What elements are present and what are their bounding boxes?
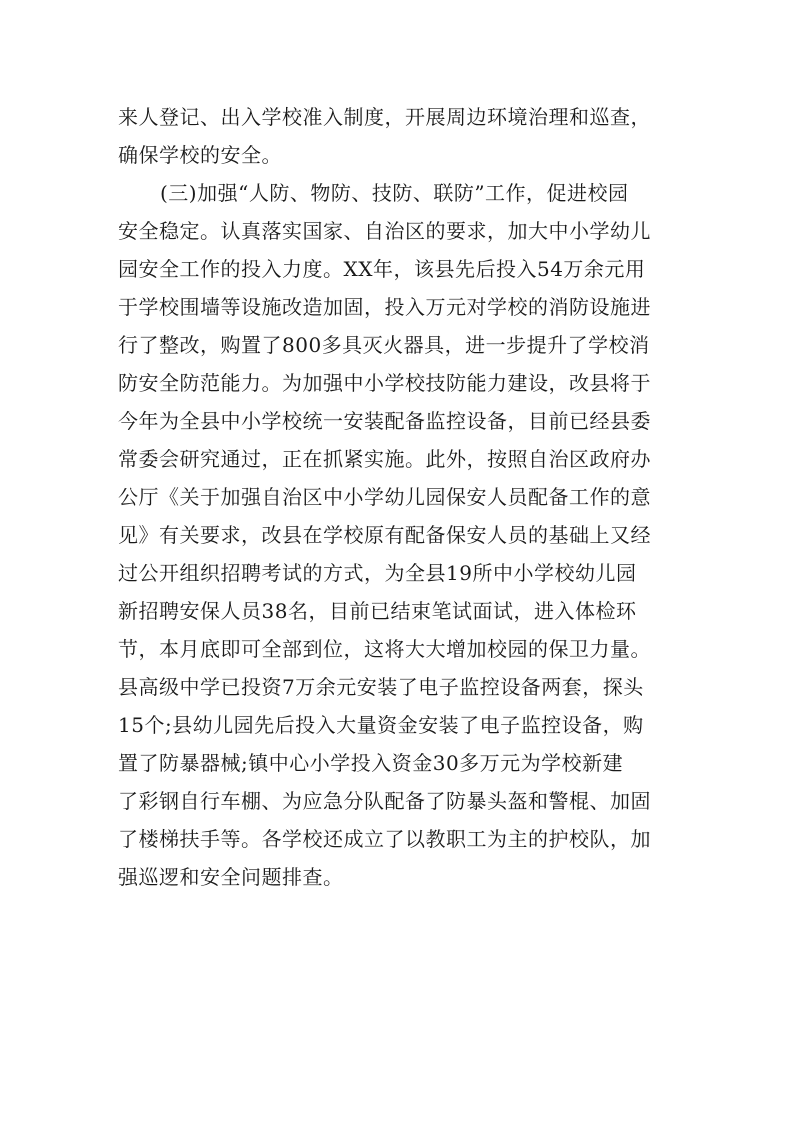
text-line: 置了防暴器械;镇中心小学投入资金30多万元为学校新建: [118, 751, 624, 775]
text-line: 行了整改，购置了800多具灭火器具，进一步提升了学校消: [118, 333, 650, 357]
text-line: 今年为全县中小学校统一安装配备监控设备，目前已经县委: [118, 409, 651, 433]
text-line: 来人登记、出入学校准入制度，开展周边环境治理和巡查，: [118, 105, 651, 129]
text-line: 公厅《关于加强自治区中小学幼儿园保安人员配备工作的意: [118, 485, 651, 509]
text-line: 确保学校的安全。: [118, 143, 282, 167]
text-line: 防安全防范能力。为加强中小学校技防能力建设，改县将于: [118, 371, 651, 395]
text-line: 园安全工作的投入力度。XX年，该县先后投入54万余元用: [118, 257, 646, 281]
body-text: [118, 98, 698, 896]
text-line: 县高级中学已投资7万余元安装了电子监控设备两套，探头: [118, 675, 644, 699]
text-line: 于学校围墙等设施改造加固，投入万元对学校的消防设施进: [118, 295, 651, 319]
section-heading-line: (三)加强“人防、物防、技防、联防”工作，促进校园: [160, 181, 629, 205]
text-line: 15个;县幼儿园先后投入大量资金安装了电子监控设备，购: [118, 713, 644, 737]
text-line: 安全稳定。认真落实国家、自治区的要求，加大中小学幼儿: [118, 219, 651, 243]
text-line: 过公开组织招聘考试的方式，为全县19所中小学校幼儿园: [118, 561, 637, 585]
text-line: 强巡逻和安全问题排查。: [118, 865, 344, 889]
text-line: 见》有关要求，改县在学校原有配备保安人员的基础上又经: [118, 523, 651, 547]
text-line: 了彩钢自行车棚、为应急分队配备了防暴头盔和警棍、加固: [118, 789, 651, 813]
text-line: 常委会研究通过，正在抓紧实施。此外，按照自治区政府办: [118, 447, 651, 471]
text-line: 节，本月底即可全部到位，这将大大增加校园的保卫力量。: [118, 637, 651, 661]
text-line: 了楼梯扶手等。各学校还成立了以教职工为主的护校队，加: [118, 827, 651, 851]
text-line: 新招聘安保人员38名，目前已结束笔试面试，进入体检环: [118, 599, 637, 623]
